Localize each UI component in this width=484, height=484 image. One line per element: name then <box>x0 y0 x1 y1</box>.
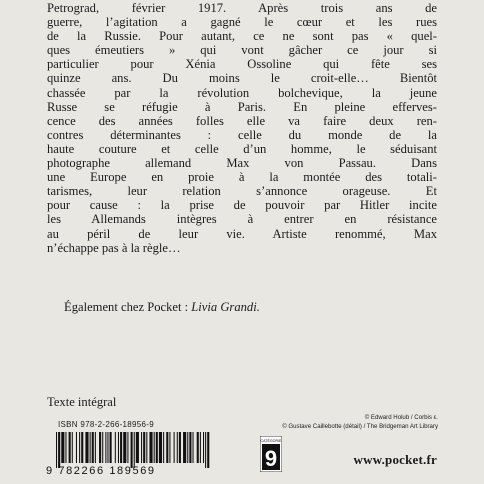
credit-line: © Edward Holub / Corbis ε. <box>364 414 438 421</box>
blurb-line: contres déterminantes : celle du monde de la <box>47 127 437 142</box>
blurb-line: particulier pour Xénia Ossoline qui fête ses <box>47 57 437 72</box>
also-by-prefix: Également chez Pocket : <box>64 300 192 314</box>
isbn-barcode <box>46 430 214 476</box>
back-cover-blurb <box>47 1 437 255</box>
blurb-line: tarismes, leur relation s’annonce orageuse. Et <box>47 184 437 199</box>
blurb-line: chassée par la révolution bolchevique, la jeune <box>47 85 437 100</box>
barcode-digits: 9 782266 189569 <box>46 465 156 476</box>
blurb-line: de la Russie. Pour autant, ce ne sont pas « quel- <box>47 29 437 44</box>
photo-credits <box>282 413 438 431</box>
blurb-line: guerre, l’agitation a gagné le cœur et les rues <box>47 15 437 30</box>
blurb-line: Petrograd, février 1917. Après trois ans de <box>47 1 437 15</box>
category-label: CATÉGORIE <box>260 439 282 443</box>
credit-line: © Gustave Caillebotte (détail) / The Bridgeman Art Library <box>282 423 438 430</box>
blurb-line: cence des années folles elle va faire deux ren- <box>47 113 437 128</box>
blurb-line: les Allemands intègres à entrer en résistance <box>47 212 437 227</box>
category-logo <box>260 436 282 472</box>
blurb-line: pour cause : la prise de pouvoir par Hitler incite <box>47 198 437 213</box>
isbn-label: ISBN 978-2-266-18956-9 <box>58 420 154 429</box>
blurb-line: Russe se réfugie à Paris. En pleine efferves- <box>47 99 437 114</box>
blurb-line: photographe allemand Max von Passau. Dans <box>47 156 437 171</box>
blurb-line: une Europe en proie à la montée des totali- <box>47 170 437 185</box>
category-digit: 9 <box>264 446 278 471</box>
also-by-title: Livia Grandi. <box>191 300 260 314</box>
blurb-line: au péril de leur vie. Artiste renommé, Max <box>47 226 437 241</box>
integral-text-label: Texte intégral <box>47 395 117 409</box>
barcode-bars <box>56 432 209 468</box>
also-by-line <box>64 300 260 315</box>
publisher-website[interactable]: www.pocket.fr <box>353 452 437 467</box>
blurb-line: quinze ans. Du moins le croit-elle… Bientôt <box>47 71 437 86</box>
blurb-line: haute couture et celle d’un homme, le séduisant <box>47 141 437 156</box>
blurb-line: ques émeutiers » qui vont gâcher ce jour si <box>47 43 437 58</box>
blurb-line: n’échappe pas à la règle… <box>47 240 181 255</box>
